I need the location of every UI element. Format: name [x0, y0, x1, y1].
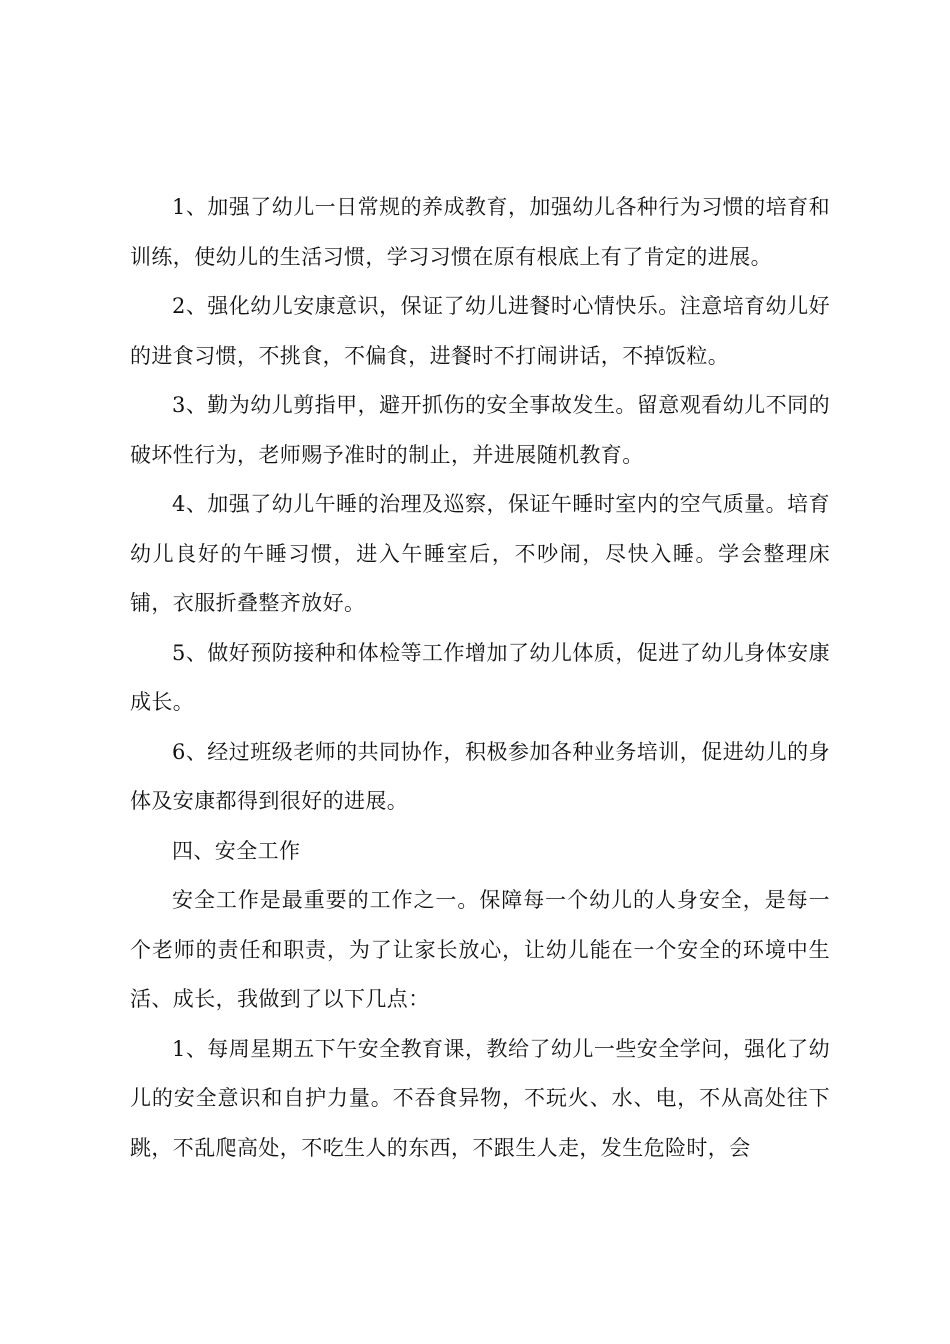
- paragraph-safety-intro: 安全工作是最重要的工作之一。保障每一个幼儿的人身安全，是每一个老师的责任和职责，为了让家长放心，让幼儿能在一个安全的环境中生活、成长，我做到了以下几点：: [130, 888, 830, 1011]
- document-body: [130, 183, 830, 1173]
- paragraph-nail-trimming: 3、勤为幼儿剪指甲，避开抓伤的安全事故发生。留意观看幼儿不同的破坏性行为，老师赐予准时的制止，并进展随机教育。: [130, 393, 830, 467]
- paragraph-teacher-cooperation: 6、经过班级老师的共同协作，积极参加各种业务培训，促进幼儿的身体及安康都得到很好的进展。: [130, 739, 830, 813]
- paragraph-safety-lessons: 1、每周星期五下午安全教育课，教给了幼儿一些安全学问，强化了幼儿的安全意识和自护力量。不吞食异物，不玩火、水、电，不从高处往下跳，不乱爬高处，不吃生人的东西，不跟生人走，发生危险时，会: [130, 1036, 830, 1160]
- paragraph-vaccination: 5、做好预防接种和体检等工作增加了幼儿体质，促进了幼儿身体安康成长。: [130, 640, 830, 714]
- section-heading-safety: 四、安全工作: [172, 838, 301, 863]
- paragraph-routine-habits: 1、加强了幼儿一日常规的养成教育，加强幼儿各种行为习惯的培育和训练，使幼儿的生活习惯，学习习惯在原有根底上有了肯定的进展。: [130, 195, 830, 269]
- paragraph-health-awareness: 2、强化幼儿安康意识，保证了幼儿进餐时心情快乐。注意培育幼儿好的进食习惯，不挑食，不偏食，进餐时不打闹讲话，不掉饭粒。: [130, 294, 830, 368]
- paragraph-nap-management: 4、加强了幼儿午睡的治理及巡察，保证午睡时室内的空气质量。培育幼儿良好的午睡习惯，进入午睡室后，不吵闹，尽快入睡。学会整理床铺，衣服折叠整齐放好。: [130, 492, 830, 615]
